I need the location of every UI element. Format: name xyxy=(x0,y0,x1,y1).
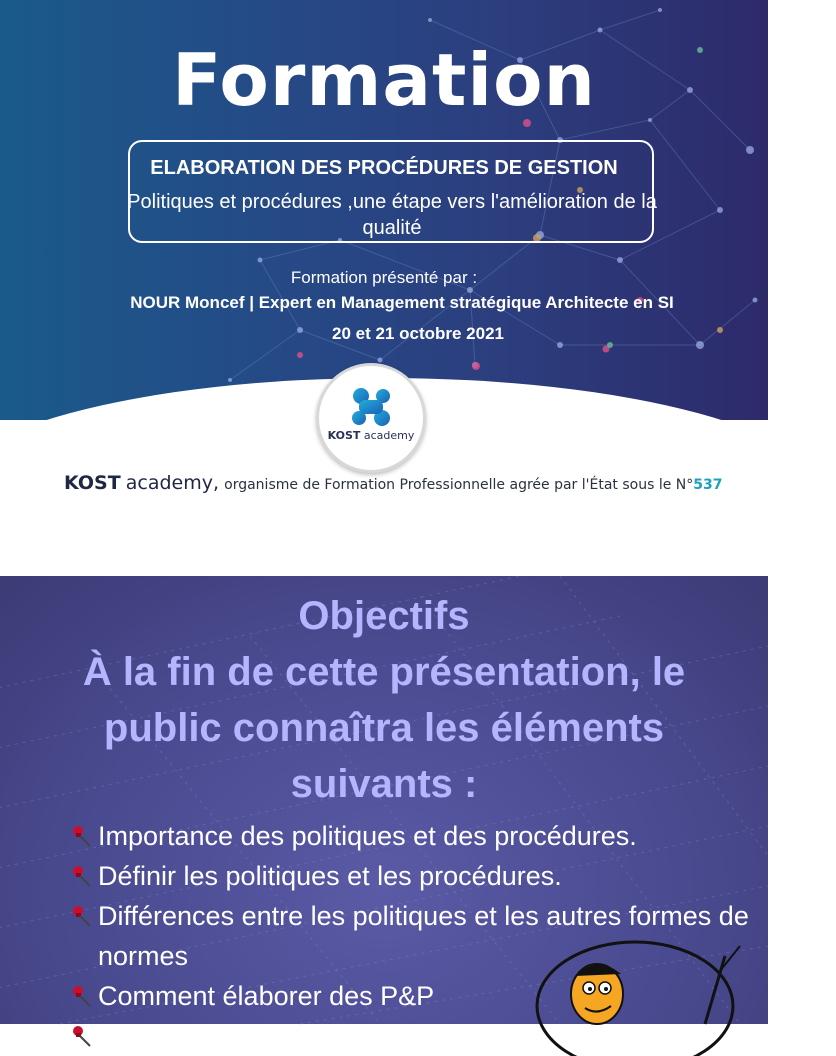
speaker-line: NOUR Moncef | Expert en Management stratégique Architecte en SI xyxy=(130,293,674,312)
cartoon-presenter-icon xyxy=(535,936,768,1024)
pushpin-icon xyxy=(70,904,94,928)
footer-brand-suffix: academy, xyxy=(125,472,220,494)
objectives-title: Objectifs À la fin de cette présentation, le public connaîtra les éléments suivants : xyxy=(82,594,686,806)
title-slide xyxy=(0,0,768,540)
pushpin-icon xyxy=(70,1024,94,1048)
event-date: 20 et 21 octobre 2021 xyxy=(332,324,504,343)
list-item: Comment communiquer les P&P xyxy=(70,1016,760,1056)
molecule-icon xyxy=(319,366,423,470)
list-item: Différences entre les politiques et les autres formes de normes xyxy=(70,896,760,976)
logo-caption: KOST academy xyxy=(327,429,415,442)
pushpin-icon xyxy=(70,864,94,888)
box-subtitle: Politiques et procédures ,une étape vers l'amélioration de la qualité xyxy=(127,191,657,239)
objectives-slide xyxy=(0,576,768,1051)
presented-by: Formation présenté par : xyxy=(290,268,478,287)
box-title: ELABORATION DES PROCÉDURES DE GESTION xyxy=(150,157,618,179)
list-item: Importance des politiques et des procédures. xyxy=(70,816,760,856)
footer-brand: KOST xyxy=(64,472,121,494)
accreditation-number: 537 xyxy=(693,477,723,493)
kost-academy-logo xyxy=(316,363,426,473)
accreditation-line xyxy=(64,472,764,494)
pushpin-icon xyxy=(70,984,94,1008)
pushpin-icon xyxy=(70,824,94,848)
list-item: Comment élaborer des P&P xyxy=(70,976,760,1016)
list-item: Définir les politiques et les procédures. xyxy=(70,856,760,896)
footer-text: organisme de Formation Professionnelle agrée par l'État sous le N° xyxy=(224,477,694,493)
page-title: Formation xyxy=(172,38,596,122)
